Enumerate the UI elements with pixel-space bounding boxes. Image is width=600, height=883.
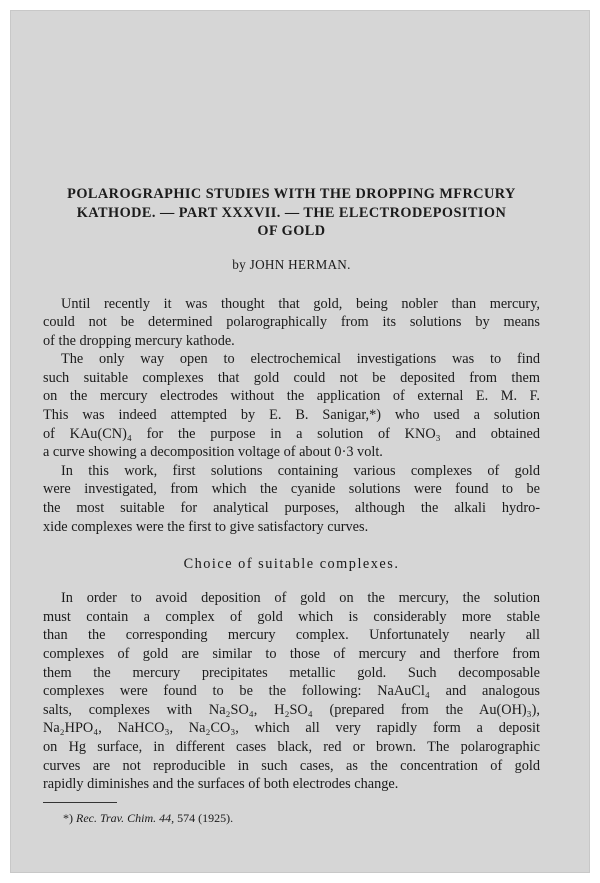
text-line: Na₂HPO₄, NaHCO₃, Na₂CO₃, which all very rapidly form a deposit: [43, 720, 540, 737]
text-line: the most suitable for analytical purposes, although the alkali hydro-: [43, 500, 540, 517]
footnote: [63, 811, 540, 826]
footnote-journal: Rec. Trav. Chim. 44,: [76, 810, 175, 825]
text-line: In order to avoid deposition of gold on the mercury, the solution: [61, 590, 540, 607]
text-line: such suitable complexes that gold could not be deposited from them: [43, 369, 540, 386]
text-line: a curve showing a decomposition voltage of about 0·3 volt.: [43, 444, 383, 461]
article-title: [43, 185, 540, 241]
text-line: complexes of gold are similar to those of mercury and therfore from: [43, 646, 540, 662]
text-line: rapidly diminishes and the surfaces of both electrodes change.: [43, 776, 399, 793]
paragraph-complexes: [43, 589, 540, 794]
author-byline: by JOHN HERMAN.: [232, 256, 351, 272]
section-heading: Choice of suitable complexes.: [183, 556, 400, 573]
text-line: must contain a complex of gold which is considerably more stable: [43, 608, 540, 625]
paragraph-work: [43, 462, 540, 536]
text-line: of KAu(CN)₄ for the purpose in a solution of KNO₃ and obtained: [43, 425, 540, 442]
text-line: of the dropping mercury kathode.: [43, 332, 235, 349]
text-line: them the mercury precipitates metallic gold. Such decomposable: [43, 664, 540, 681]
text-line: xide complexes were the first to give satisfactory curves.: [43, 518, 369, 535]
text-line: could not be determined polarographically from its solutions by means: [43, 314, 540, 331]
text-line: on Hg surface, in different cases black, red or brown. The polarographic: [43, 738, 540, 755]
paragraph-intro: [43, 295, 540, 351]
scanned-page: [10, 10, 590, 873]
text-line: than the corresponding mercury complex. Unfortunately nearly all: [43, 627, 540, 644]
text-line: This was indeed attempted by E. B. Sanigar,*) who used a solution: [43, 407, 540, 424]
text-line: were investigated, from which the cyanide solutions were found to be: [43, 481, 540, 498]
text-line: curves are not reproducible in such cases, as the concentration of gold: [43, 757, 540, 774]
title-line: KATHODE. — PART XXXVII. — THE ELECTRODEPOSITION: [76, 204, 507, 221]
footnote-divider: [43, 802, 117, 803]
footnote-citation: 574 (1925).: [177, 810, 234, 825]
paragraph-method: [43, 350, 540, 462]
text-line: on the mercury electrodes without the application of external E. M. F.: [43, 388, 540, 405]
title-line: POLAROGRAPHIC STUDIES WITH THE DROPPING MFRCURY: [67, 186, 516, 202]
footnote-marker: *): [63, 810, 73, 825]
text-line: Until recently it was thought that gold, being nobler than mercury,: [61, 295, 540, 312]
text-line: complexes were found to be the following: NaAuCl₄ and analogous: [43, 683, 540, 700]
title-line: OF GOLD: [257, 223, 326, 239]
text-line: The only way open to electrochemical investigations was to find: [61, 351, 540, 368]
text-line: salts, complexes with Na₂SO₄, H₂SO₄ (prepared from the Au(OH)₃),: [43, 701, 540, 718]
text-line: In this work, first solutions containing various complexes of gold: [61, 462, 540, 479]
article-body: [43, 185, 540, 826]
